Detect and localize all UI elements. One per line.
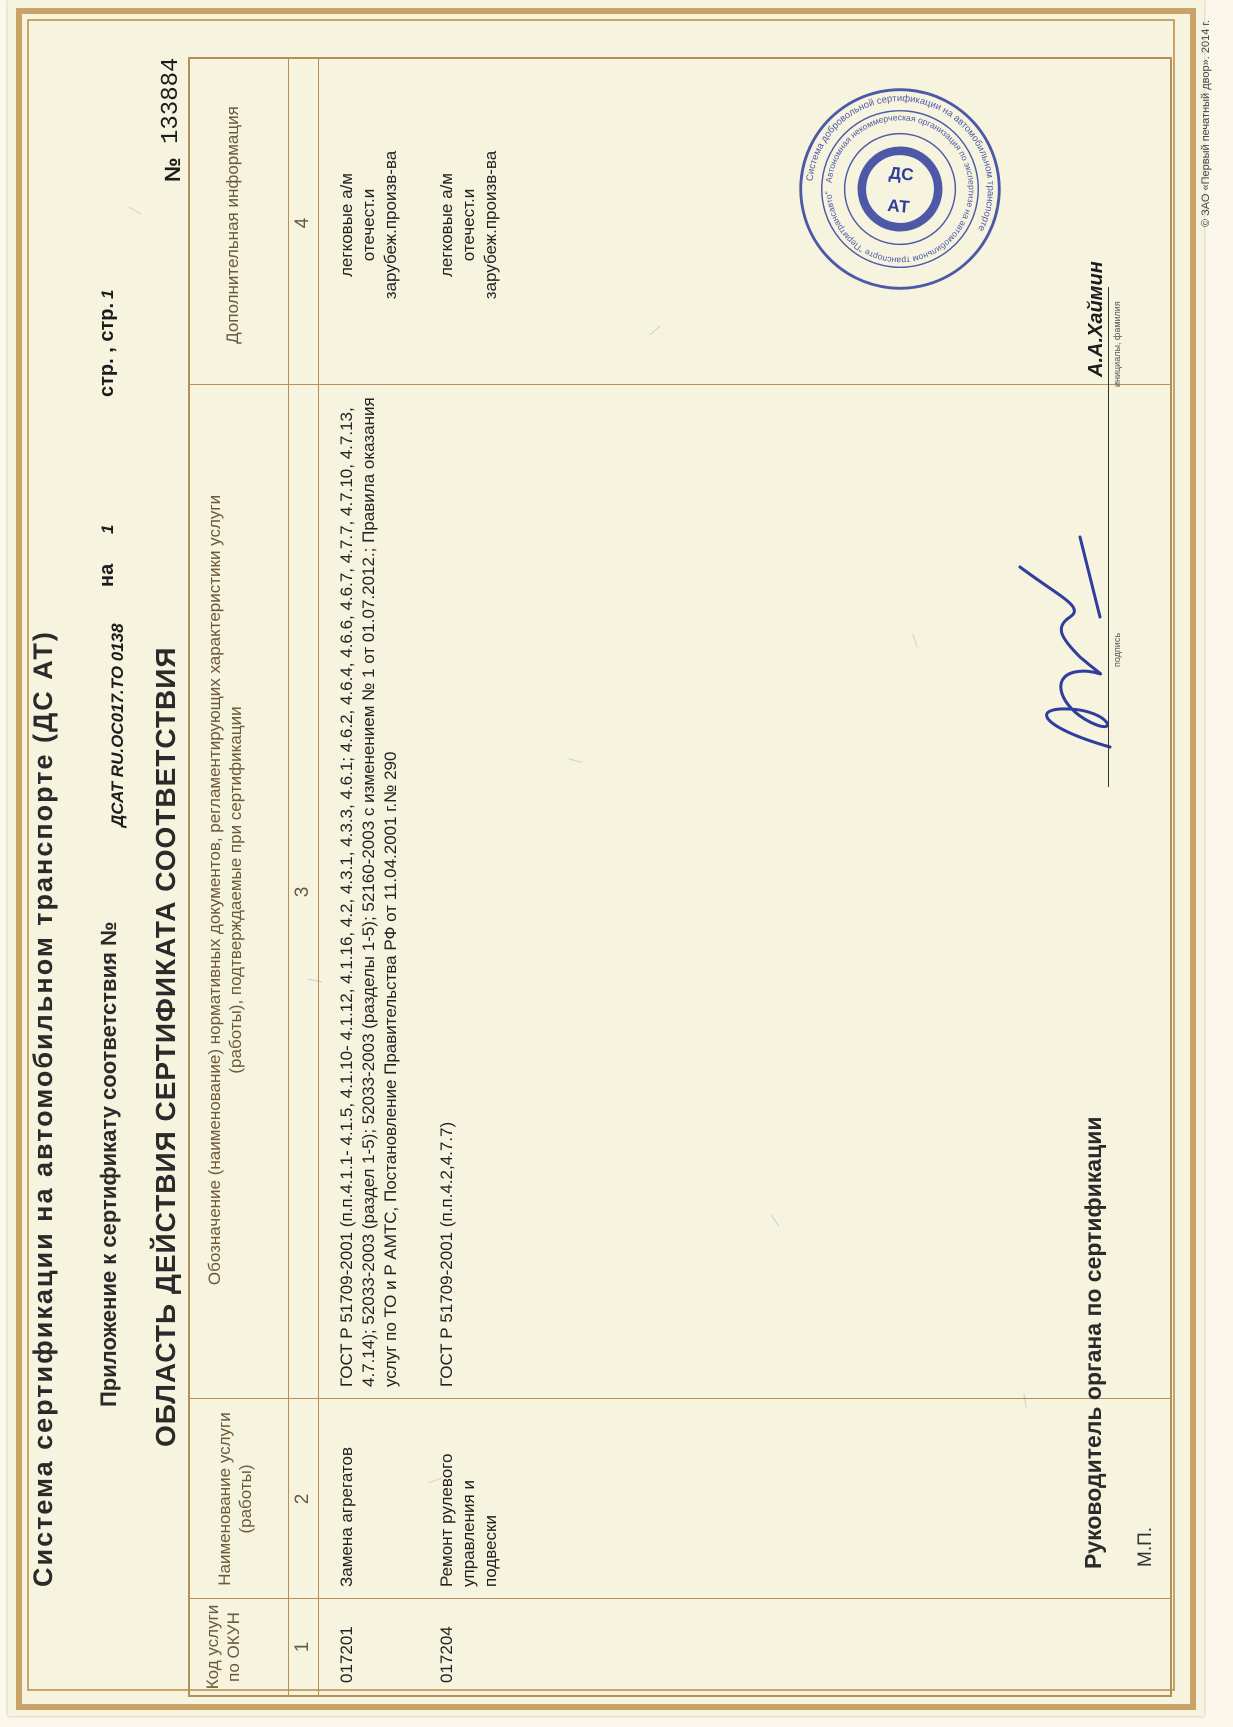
certificate-number: ДСАТ RU.ОС017.ТО 0138	[108, 623, 127, 827]
signature-caption: подпись	[1112, 632, 1122, 667]
na-label: на	[96, 563, 118, 587]
column-number: 2	[292, 1493, 313, 1505]
head-role-label: Руководитель органа по сертификации	[1080, 1116, 1106, 1569]
scope-table	[188, 57, 1172, 1697]
svg-text:Автономная некоммерческая орга	[817, 106, 983, 272]
stamp-center-bottom: АТ	[886, 194, 911, 217]
na-value: 1	[98, 524, 117, 534]
number-label: №	[160, 157, 185, 182]
stamp-inner-text: Автономная некоммерческая организация по экспертизе на автомобильном транспорте "Пермтрансавто"	[823, 112, 977, 266]
row-1-service-name: Замена агрегатов	[337, 1447, 356, 1587]
form-number: 133884	[158, 57, 185, 144]
row-2-service-name: Ремонт рулевого управления и подвески	[437, 1453, 500, 1587]
column-header-info: Дополнительная информация	[223, 106, 242, 344]
column-header-code: Код услуги по ОКУН	[203, 1604, 243, 1690]
stamp-outer-text: Система добровольной сертификации на автомобильном транспорте	[804, 93, 996, 234]
signature-line	[1108, 287, 1109, 787]
column-header-service: Наименование услуги (работы)	[215, 1412, 255, 1586]
pages-value: 1	[98, 289, 117, 299]
column-number: 4	[292, 217, 313, 229]
system-title: Система сертификации на автомобильном транспорте (ДС АТ)	[28, 630, 58, 1587]
organization-stamp	[786, 75, 1014, 303]
stamp-center-top: ДС	[888, 162, 915, 185]
appendix-label: Приложение к сертификату соответствия №	[96, 921, 121, 1407]
pages-label: стр. , стр.	[96, 302, 118, 397]
handwritten-signature	[1000, 527, 1150, 767]
scope-title: ОБЛАСТЬ ДЕЙСТВИЯ СЕРТИФИКАТА СООТВЕТСТВИЯ	[150, 646, 181, 1447]
column-number: 3	[292, 886, 313, 898]
column-header-documents: Обозначение (наименование) нормативных документов, регламентирующих характеристики услуги (работы), подтверждаемые при сертификации	[205, 494, 245, 1286]
column-number: 1	[292, 1641, 313, 1653]
signer-name: А.А.Хаймин	[1085, 261, 1107, 377]
row-1-code: 017201	[337, 1626, 356, 1683]
name-caption: инициалы, фамилия	[1112, 301, 1122, 387]
stamp-place-label: М.П.	[1135, 1526, 1156, 1567]
row-2-code: 017204	[437, 1626, 456, 1683]
row-2-documents: ГОСТ Р 51709-2001 (п.п.4.2,4.7.7)	[437, 1121, 456, 1387]
row-2-info: легковые а/м отечест.и зарубеж.произв-ва	[437, 150, 500, 300]
row-1-info: легковые а/м отечест.и зарубеж.произв-ва	[337, 150, 400, 300]
copyright-notice: © ЗАО «Первый печатный двор». 2014 г.	[1200, 19, 1212, 227]
row-1-documents: ГОСТ Р 51709-2001 (п.п.4.1.1- 4.1.5, 4.1.10- 4.1.12, 4.1.16, 4.2, 4.3.1, 4.3.3, 4.6.1; 4.6.2, 4.6.4, 4.6.6, 4.6.7, 4.7.7, 4.7.10, 4.7.13, 4.7.14); 52033-2003 (раздел 1-5); 52033-2003 (разделы 1-5); 52160-2003 с изменением № 1 от 01.07.2012.; Правила оказания услуг по ТО и Р АМТС, Постановление Правительства РФ от 11.04.2001 г.№ 290	[337, 397, 400, 1387]
